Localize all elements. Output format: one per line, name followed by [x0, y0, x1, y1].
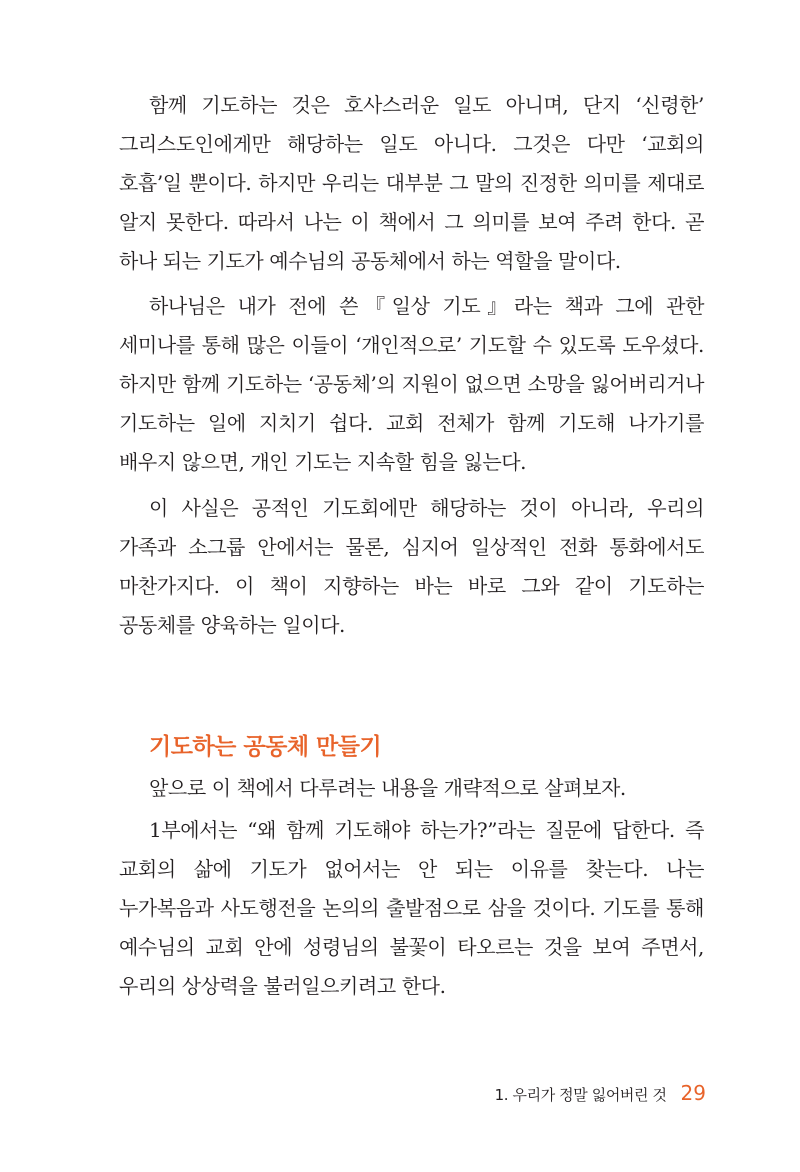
page-number: 29: [680, 1081, 706, 1105]
page-footer: [495, 1081, 706, 1105]
paragraph-4: 앞으로 이 책에서 다루려는 내용을 개략적으로 살펴보자.: [149, 776, 626, 800]
paragraph-2: 하나님은 내가 전에 쓴『일상 기도』라는 책과 그에 관한 세미나를 통해 많은 이들이 ‘개인적으로’ 기도할 수 있도록 도우셨다. 하지만 함께 기도하는 ‘공동체’의 지원이 없으면 소망을 잃어버리거나 기도하는 일에 지치기 쉽다. 교회 전체가 함께 기도해 나가기를 배우지 않으면, 개인 기도는 지속할 힘을 잃는다.: [119, 294, 704, 474]
section-heading: 기도하는 공동체 만들기: [149, 734, 382, 760]
paragraph-5: 1부에서는 “왜 함께 기도해야 하는가?”라는 질문에 답한다. 즉 교회의 삶에 기도가 없어서는 안 되는 이유를 찾는다. 나는 누가복음과 사도행전을 논의의 출발점으로 삼을 것이다. 기도를 통해 예수님의 교회 안에 성령님의 불꽃이 타오르는 것을 보여 주면서, 우리의 상상력을 불러일으키려고 한다.: [119, 818, 704, 998]
paragraph-3: 이 사실은 공적인 기도회에만 해당하는 것이 아니라, 우리의 가족과 소그룹 안에서는 물론, 심지어 일상적인 전화 통화에서도 마찬가지다. 이 책이 지향하는 바는 바로 그와 같이 기도하는 공동체를 양육하는 일이다.: [119, 496, 704, 637]
running-chapter-title: 1. 우리가 정말 잃어버린 것: [494, 1086, 667, 1104]
paragraph-1: 함께 기도하는 것은 호사스러운 일도 아니며, 단지 ‘신령한’ 그리스도인에게만 해당하는 일도 아니다. 그것은 다만 ‘교회의 호흡’일 뿐이다. 하지만 우리는 대부분 그 말의 진정한 의미를 제대로 알지 못한다. 따라서 나는 이 책에서 그 의미를 보여 주려 한다. 곧 하나 되는 기도가 예수님의 공동체에서 하는 역할을 말이다.: [119, 93, 704, 273]
